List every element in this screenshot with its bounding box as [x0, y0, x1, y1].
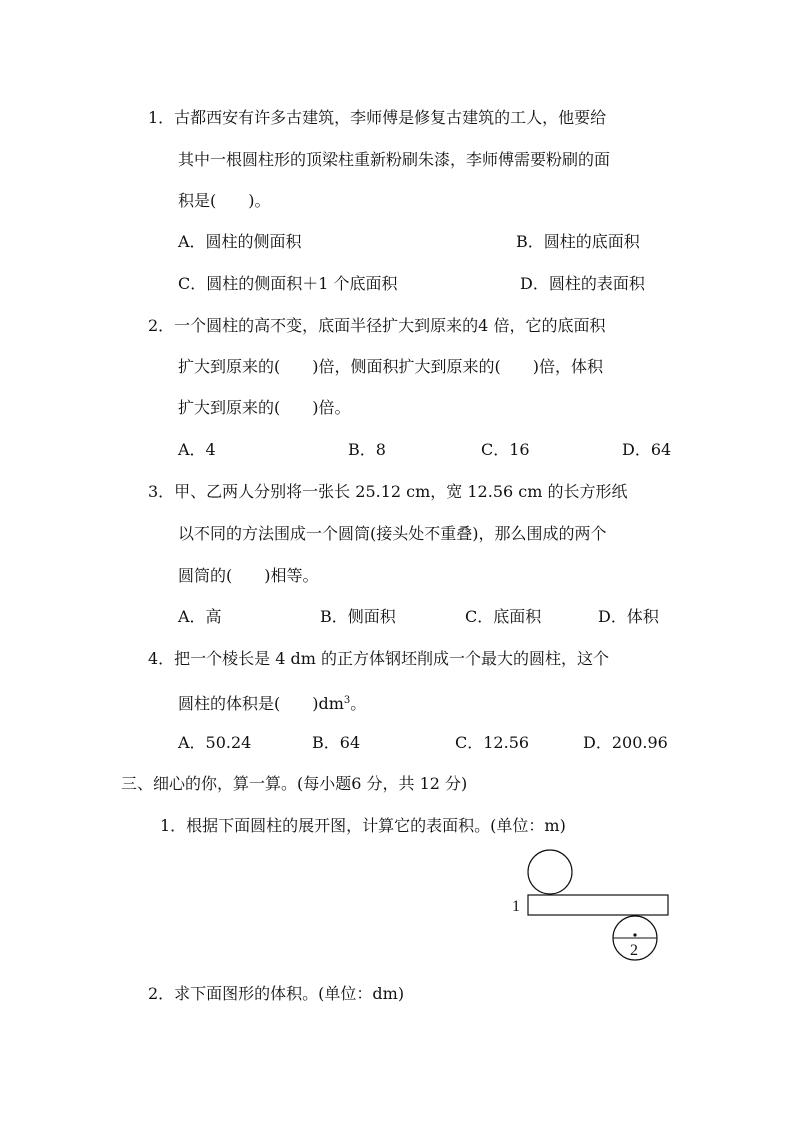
- q1-option-c[interactable]: C．圆柱的侧面积＋1 个底面积: [178, 274, 398, 293]
- q3-line-2: 以不同的方法围成一个圆筒(接头处不重叠)，那么围成的两个: [178, 524, 607, 543]
- q3-line-3: 圆筒的( )相等。: [178, 566, 319, 585]
- q4-option-c[interactable]: C．12.56: [455, 733, 530, 752]
- q4-line-2-text: 圆柱的体积是( )dm: [178, 694, 344, 713]
- q2-option-d[interactable]: D．64: [622, 440, 672, 459]
- section-3-heading: 三、细心的你，算一算。(每小题6 分，共 12 分): [121, 774, 468, 793]
- q3-option-b[interactable]: B．侧面积: [320, 607, 396, 626]
- q3-option-d[interactable]: D．体积: [598, 607, 659, 626]
- section-3-problem-1: 1．根据下面圆柱的展开图，计算它的表面积。(单位：m): [160, 816, 566, 835]
- top-base-circle: [528, 850, 572, 894]
- q1-option-b[interactable]: B．圆柱的底面积: [516, 232, 640, 251]
- q2-line-3: 扩大到原来的( )倍。: [178, 398, 351, 417]
- q1-line-3: 积是( )。: [178, 191, 271, 210]
- q1-line-2: 其中一根圆柱形的顶梁柱重新粉刷朱漆，李师傅需要粉刷的面: [178, 150, 611, 169]
- q2-option-a[interactable]: A．4: [178, 440, 216, 459]
- q4-line-2-end: 。: [350, 694, 367, 713]
- section-3-problem-2: 2．求下面图形的体积。(单位：dm): [148, 984, 405, 1003]
- lateral-rectangle: [528, 895, 668, 915]
- q4-option-d[interactable]: D．200.96: [583, 733, 668, 752]
- q3-option-a[interactable]: A．高: [178, 607, 222, 626]
- center-dot: [633, 933, 636, 936]
- q3-line-1: 3．甲、乙两人分别将一张长 25.12 cm，宽 12.56 cm 的长方形纸: [148, 482, 628, 501]
- q2-option-b[interactable]: B．8: [348, 440, 386, 459]
- diameter-label: 2: [630, 942, 638, 959]
- cylinder-net-figure: [500, 845, 685, 965]
- q2-option-c[interactable]: C．16: [481, 440, 530, 459]
- q4-option-b[interactable]: B．64: [312, 733, 361, 752]
- q1-option-d[interactable]: D．圆柱的表面积: [520, 274, 645, 293]
- q1-option-a[interactable]: A．圆柱的侧面积: [178, 232, 302, 251]
- q2-line-1: 2．一个圆柱的高不变，底面半径扩大到原来的4 倍，它的底面积: [148, 316, 606, 335]
- q4-line-2: [178, 690, 366, 715]
- q1-line-1: 1．古都西安有许多古建筑，李师傅是修复古建筑的工人，他要给: [148, 108, 607, 127]
- q4-option-a[interactable]: A．50.24: [178, 733, 252, 752]
- q2-line-2: 扩大到原来的( )倍，侧面积扩大到原来的( )倍，体积: [178, 357, 603, 376]
- q3-option-c[interactable]: C．底面积: [465, 607, 542, 626]
- q4-line-2-superscript: 3: [343, 695, 351, 706]
- q4-line-1: 4．把一个棱长是 4 dm 的正方体钢坯削成一个最大的圆柱，这个: [148, 649, 610, 668]
- height-label: 1: [512, 898, 520, 915]
